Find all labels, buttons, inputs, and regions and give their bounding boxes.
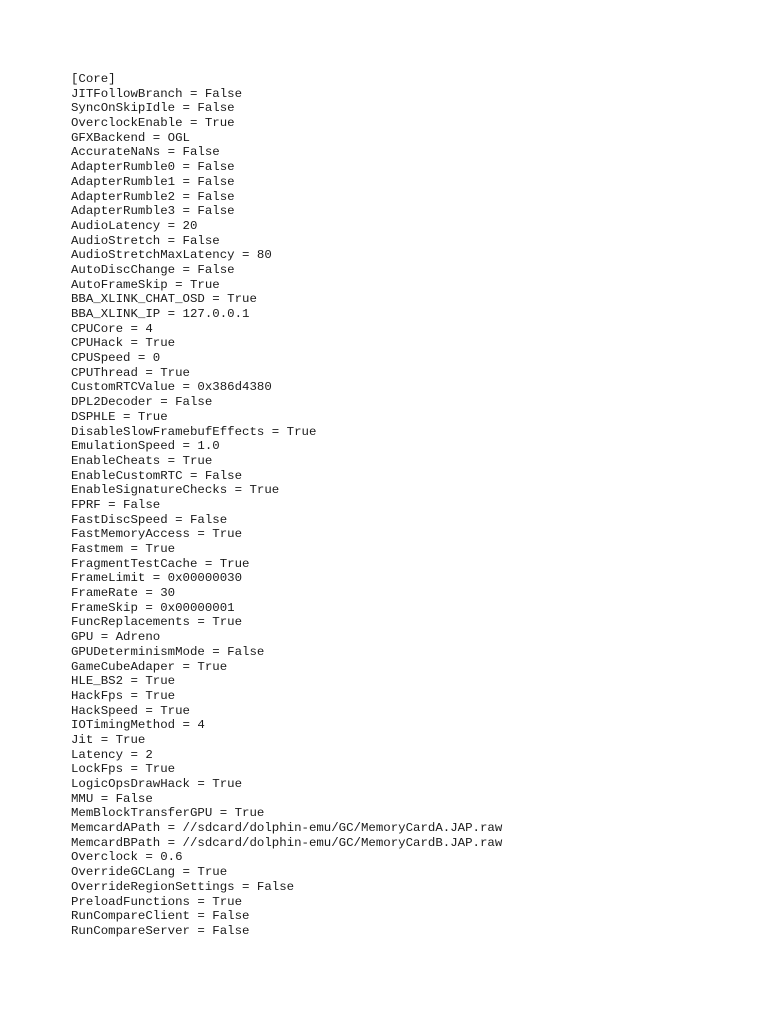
config-line: RunCompareServer = False (71, 923, 250, 938)
config-line: GameCubeAdaper = True (71, 659, 228, 674)
config-line: CPUSpeed = 0 (71, 351, 161, 366)
config-line: AudioStretch = False (71, 233, 220, 248)
config-line: Overclock = 0.6 (71, 850, 183, 865)
config-line: AutoDiscChange = False (71, 262, 235, 277)
config-line: GPUDeterminismMode = False (71, 644, 265, 659)
config-line: EnableCustomRTC = False (71, 468, 243, 483)
section-header: [Core] (71, 72, 116, 86)
config-line: DSPHLE = True (71, 409, 168, 424)
config-line: MemcardBPath = //sdcard/dolphin-emu/GC/MemoryCardB.JAP.raw (71, 835, 503, 850)
config-line: HackSpeed = True (71, 703, 190, 718)
config-line: FastDiscSpeed = False (71, 512, 228, 527)
config-line: Latency = 2 (71, 747, 153, 762)
config-line: FrameLimit = 0x00000030 (71, 571, 243, 586)
config-line: CustomRTCValue = 0x386d4380 (71, 380, 272, 395)
config-line: AudioStretchMaxLatency = 80 (71, 248, 272, 263)
config-line: AudioLatency = 20 (71, 218, 198, 233)
config-line: BBA_XLINK_CHAT_OSD = True (71, 292, 257, 307)
config-line: LogicOpsDrawHack = True (71, 777, 243, 791)
document-page (71, 72, 751, 939)
config-line: CPUCore = 4 (71, 321, 153, 336)
config-line: PreloadFunctions = True (71, 894, 243, 909)
config-line: OverclockEnable = True (71, 116, 235, 131)
config-line: AccurateNaNs = False (71, 145, 220, 160)
config-line: EmulationSpeed = 1.0 (71, 439, 220, 454)
config-line: Jit = True (71, 732, 146, 747)
config-line: BBA_XLINK_IP = 127.0.0.1 (71, 307, 250, 321)
config-line: HackFps = True (71, 688, 176, 703)
config-line: JITFollowBranch = False (71, 86, 243, 101)
config-line: EnableCheats = True (71, 453, 213, 468)
config-line: OverrideRegionSettings = False (71, 879, 295, 894)
config-line: AdapterRumble1 = False (71, 174, 235, 189)
config-line: FrameRate = 30 (71, 586, 176, 601)
config-line: FastMemoryAccess = True (71, 527, 243, 542)
config-line: LockFps = True (71, 762, 176, 777)
config-line: MMU = False (71, 791, 153, 806)
config-line: FrameSkip = 0x00000001 (71, 600, 235, 615)
config-line: EnableSignatureChecks = True (71, 483, 280, 498)
config-line: FragmentTestCache = True (71, 556, 250, 571)
config-line: DPL2Decoder = False (71, 395, 213, 410)
config-line: AdapterRumble2 = False (71, 189, 235, 204)
config-line: RunCompareClient = False (71, 909, 250, 924)
config-line: AdapterRumble3 = False (71, 204, 235, 219)
config-line: FPRF = False (71, 497, 161, 512)
config-line: MemcardAPath = //sdcard/dolphin-emu/GC/MemoryCardA.JAP.raw (71, 821, 503, 836)
config-line: SyncOnSkipIdle = False (71, 101, 235, 116)
config-line: IOTimingMethod = 4 (71, 718, 205, 733)
config-line: AutoFrameSkip = True (71, 277, 220, 292)
config-line: GFXBackend = OGL (71, 130, 190, 145)
config-line: AdapterRumble0 = False (71, 160, 235, 175)
config-line: CPUThread = True (71, 365, 190, 380)
config-line: HLE_BS2 = True (71, 674, 176, 689)
config-line: CPUHack = True (71, 336, 176, 351)
config-line: MemBlockTransferGPU = True (71, 806, 265, 821)
config-line: DisableSlowFramebufEffects = True (71, 424, 317, 439)
config-line: FuncReplacements = True (71, 615, 243, 630)
config-line: Fastmem = True (71, 542, 176, 556)
config-line: GPU = Adreno (71, 630, 161, 645)
config-line: OverrideGCLang = True (71, 865, 228, 880)
